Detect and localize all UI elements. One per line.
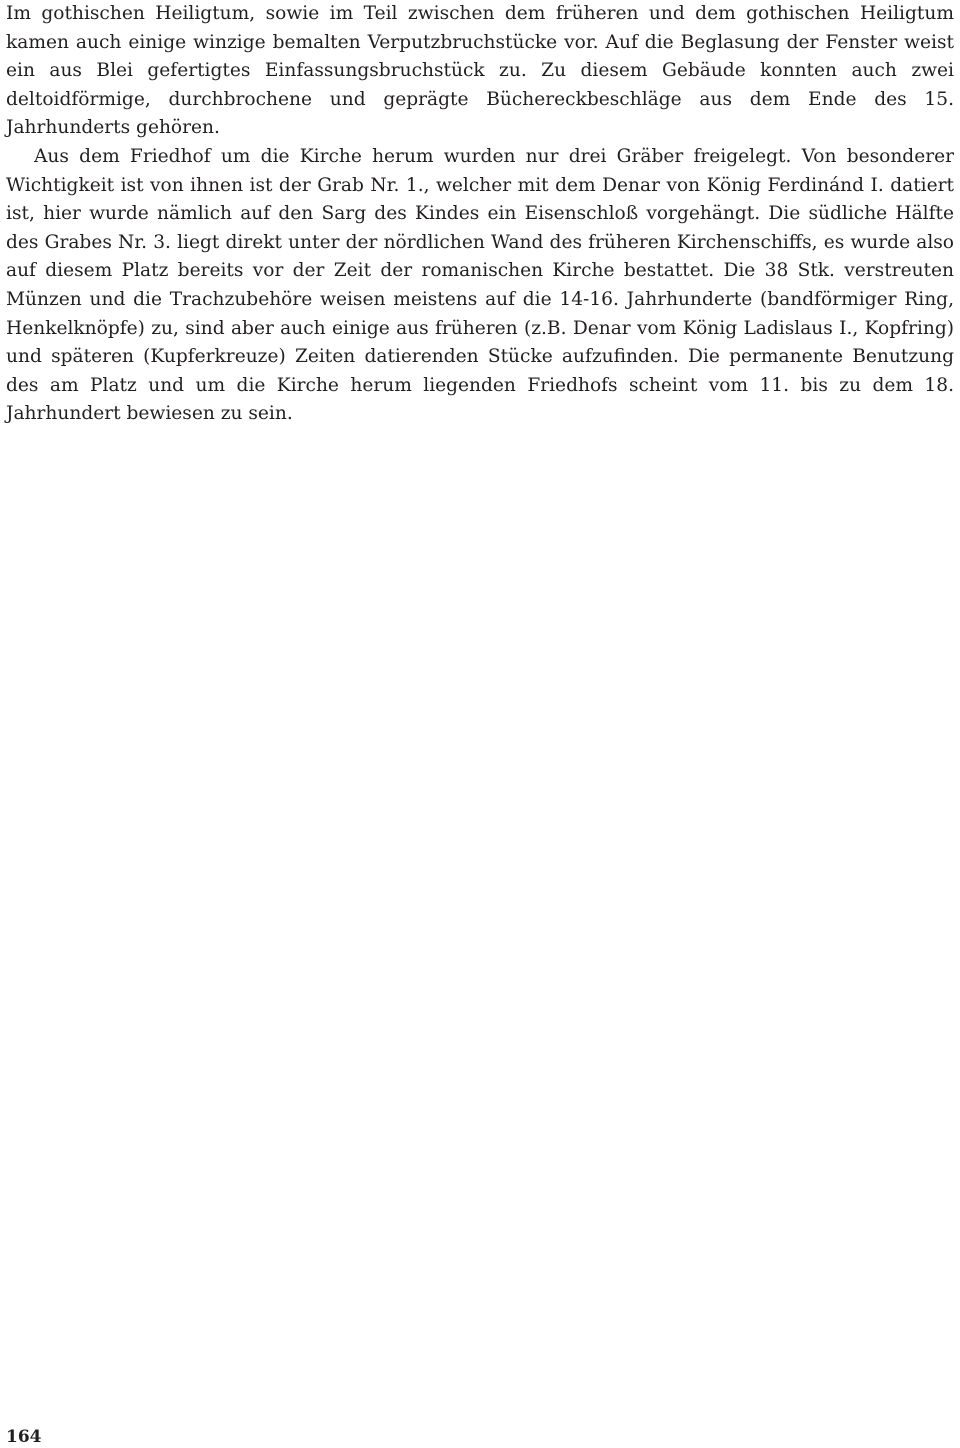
body-text xyxy=(6,0,954,429)
paragraph-1: Im gothischen Heiligtum, sowie im Teil zwischen dem früheren und dem gothischen Heiligtum kamen auch einige winzige bemalten Verputzbruchstücke vor. Auf die Beglasung der Fenster weist ein aus Blei gefertigtes Einfassungsbruchstück zu. Zu diesem Gebäude konnten auch zwei deltoidförmige, durchbrochene und geprägte Büchereckbeschläge aus dem Ende des 15. Jahrhunderts gehören. xyxy=(6,3,954,139)
page-number: 164 xyxy=(6,1427,42,1447)
paragraph-2: Aus dem Friedhof um die Kirche herum wurden nur drei Gräber freigelegt. Von besonderer Wichtigkeit ist von ihnen ist der Grab Nr. 1., welcher mit dem Denar von König Ferdinánd I. datiert ist, hier wurde nämlich auf den Sarg des Kindes ein Eisenschloß vorgehängt. Die südliche Hälfte des Grabes Nr. 3. liegt direkt unter der nördlichen Wand des früheren Kirchenschiffs, es wurde also auf diesem Platz bereits vor der Zeit der romanischen Kirche bestattet. Die 38 Stk. verstreuten Münzen und die Trachzubehöre weisen meistens auf die 14-16. Jahrhunderte (bandförmiger Ring, Henkelknöpfe) zu, sind aber auch einige aus früheren (z.B. Denar vom König Ladislaus I., Kopfring) und späteren (Kupferkreuze) Zeiten datierenden Stücke aufzufinden. Die permanente Benutzung des am Platz und um die Kirche herum liegenden Friedhofs scheint vom 11. bis zu dem 18. Jahrhundert bewiesen zu sein. xyxy=(6,145,954,425)
